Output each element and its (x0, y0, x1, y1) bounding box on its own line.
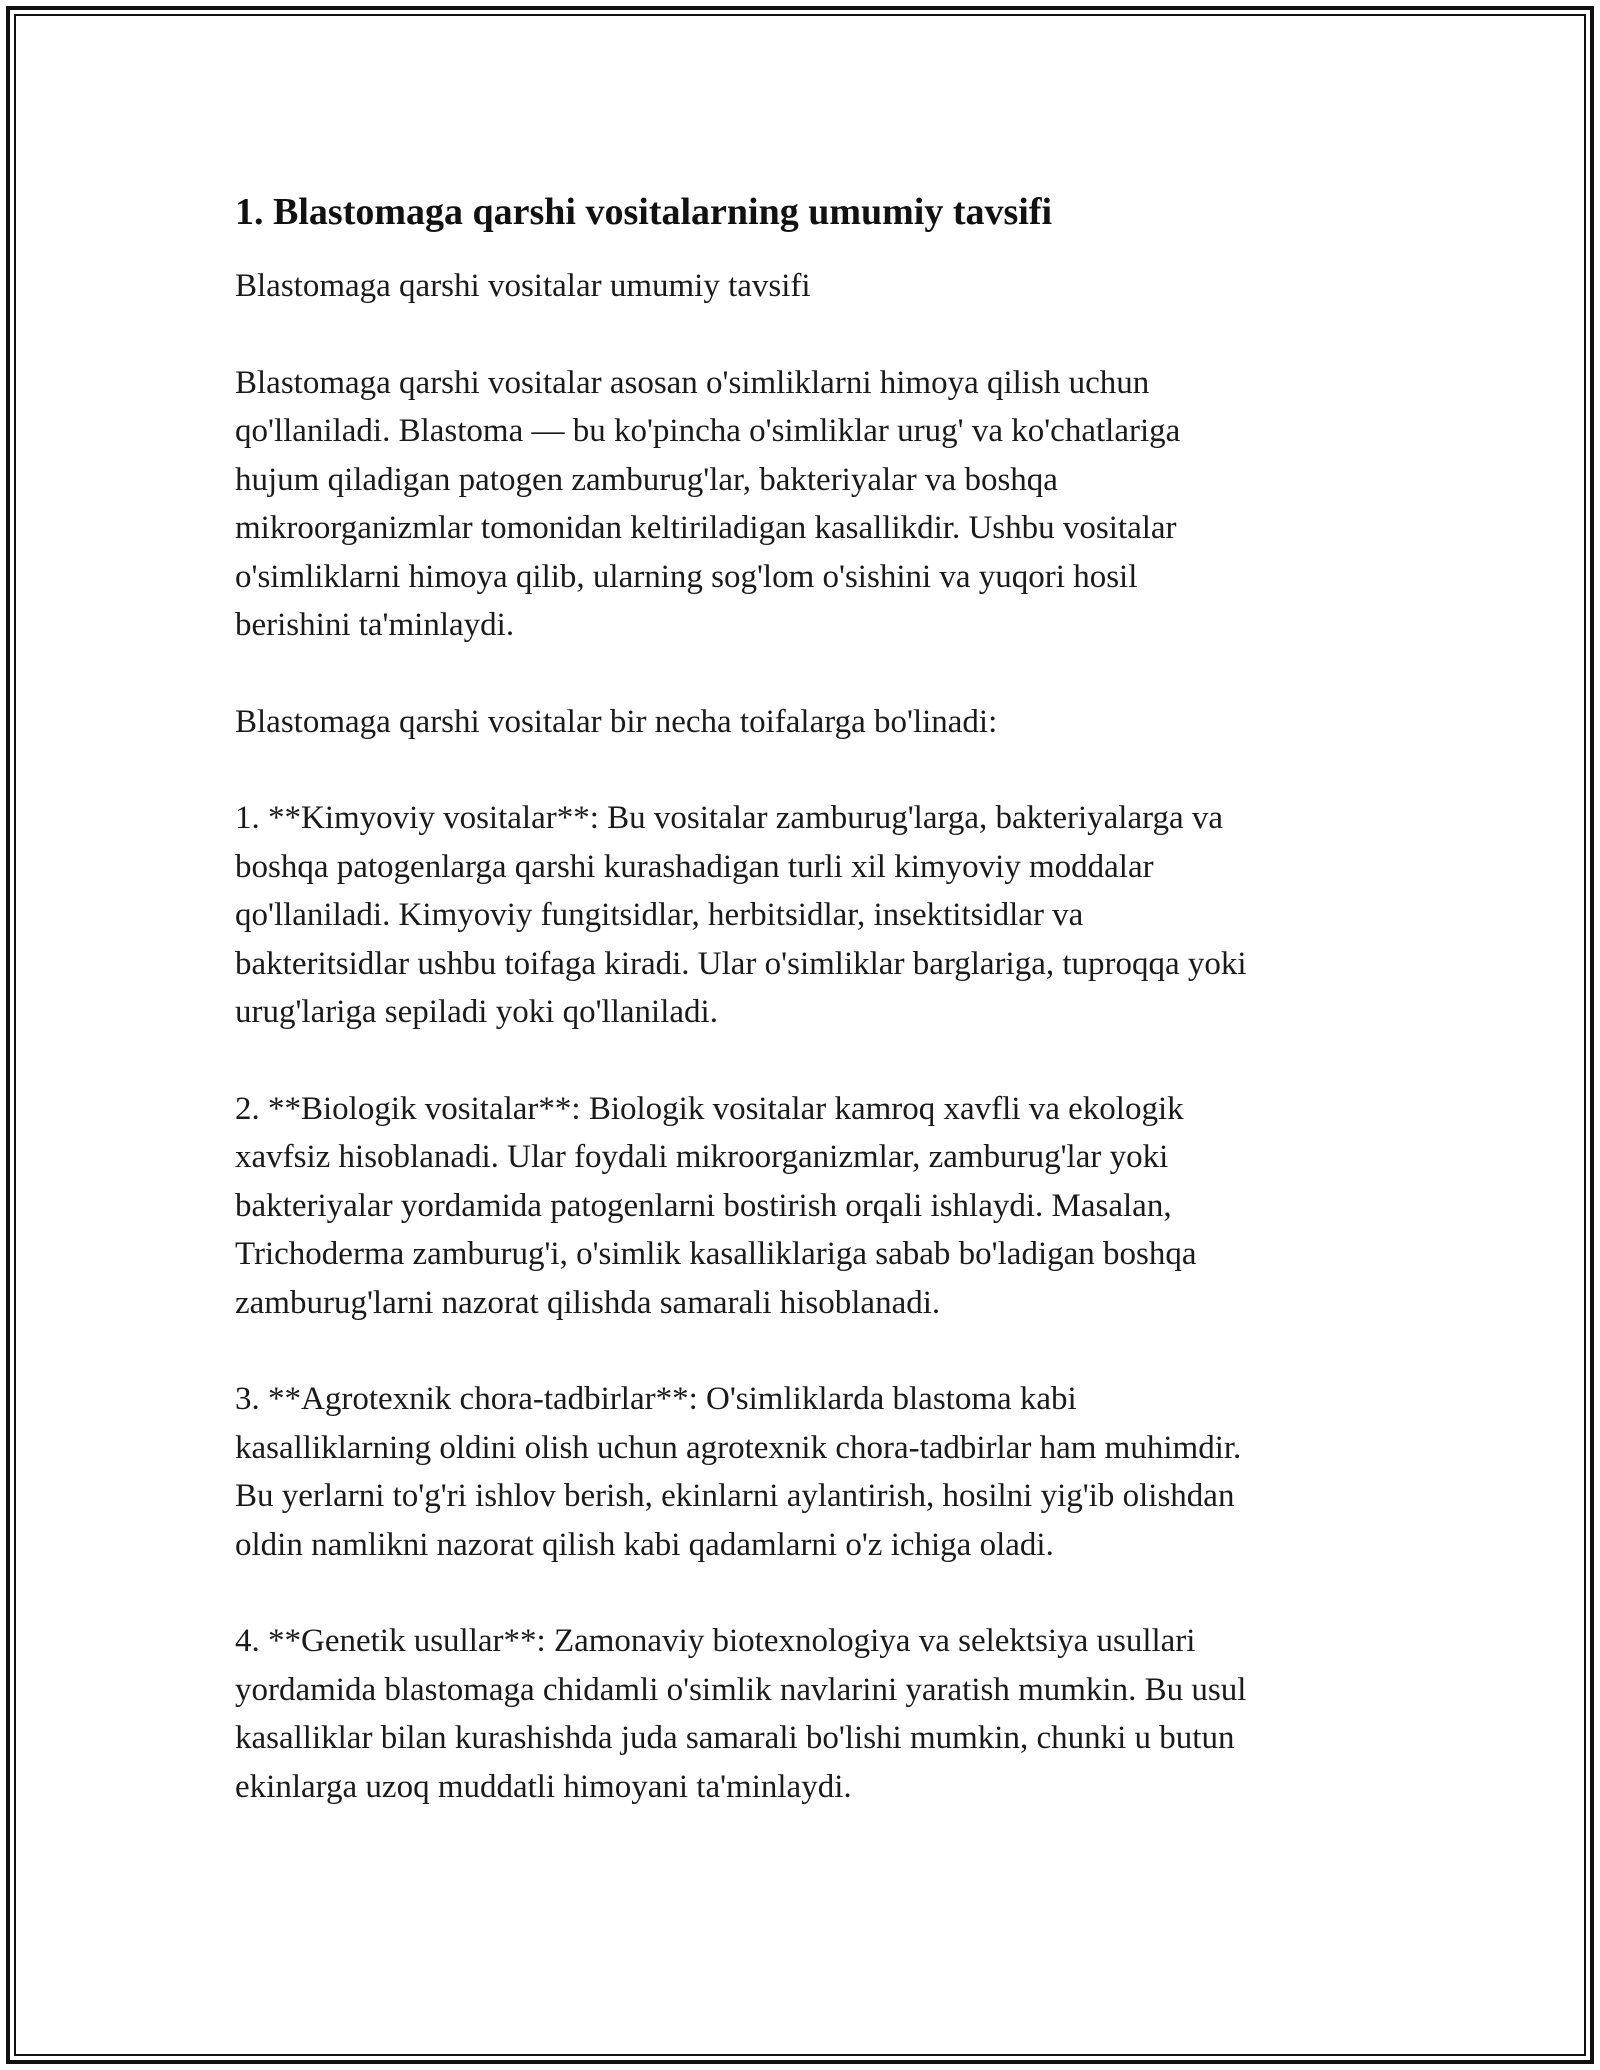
section-heading: 1. Blastomaga qarshi vositalarning umumiy tavsifi (235, 191, 1053, 233)
biological-agents-paragraph: 2. **Biologik vositalar**: Biologik vositalar kamroq xavfli va ekologik xavfsiz hisoblanadi. Ular foydali mikroorganizmlar, zamburug'lar yoki bakteriyalar yordamida patogenlarni bostirish orqali ishlaydi. Masalan, Trichoderma zamburug'i, o'simlik kasalliklariga sabab bo'ladigan boshqa zamburug'larni nazorat qilishda samarali hisoblanadi. (235, 1090, 1197, 1321)
document-page (235, 186, 1375, 1859)
chemical-agents-paragraph: 1. **Kimyoviy vositalar**: Bu vositalar zamburug'larga, bakteriyalarga va boshqa patogenlarga qarshi kurashadigan turli xil kimyoviy moddalar qo'llaniladi. Kimyoviy fungitsidlar, herbitsidlar, insektitsidlar va bakteritsidlar ushbu toifaga kiradi. Ular o'simliklar barglariga, tuproqqa yoki urug'lariga sepiladi yoki qo'llaniladi. (235, 800, 1247, 1030)
subtitle-paragraph: Blastomaga qarshi vositalar umumiy tavsifi (235, 268, 811, 304)
categories-intro-paragraph: Blastomaga qarshi vositalar bir necha toifalarga bo'linadi: (235, 703, 998, 740)
agrotechnical-measures-paragraph: 3. **Agrotexnik chora-tadbirlar**: O'simliklarda blastoma kabi kasalliklarning oldini olish uchun agrotexnik chora-tadbirlar ham muhimdir. Bu yerlarni to'g'ri ishlov berish, ekinlarni aylantirish, hosilni yig'ib olishdan oldin namlikni nazorat qilish kabi qadamlarni o'z ichiga oladi. (235, 1381, 1242, 1563)
intro-paragraph: Blastomaga qarshi vositalar asosan o'simliklarni himoya qilish uchun qo'llaniladi. Blastoma — bu ko'pincha o'simliklar urug' va ko'chatlariga hujum qiladigan patogen zamburug'lar, bakteriyalar va boshqa mikroorganizmlar tomonidan keltiriladigan kasallikdir. Ushbu vositalar o'simliklarni himoya qilib, ularning sog'lom o'sishini va yuqori hosil berishini ta'minlaydi. (235, 364, 1181, 643)
genetic-methods-paragraph: 4. **Genetik usullar**: Zamonaviy biotexnologiya va selektsiya usullari yordamida blastomaga chidamli o'simlik navlarini yaratish mumkin. Bu usul kasalliklar bilan kurashishda juda samarali bo'lishi mumkin, chunki u butun ekinlarga uzoq muddatli himoyani ta'minlaydi. (235, 1623, 1247, 1805)
